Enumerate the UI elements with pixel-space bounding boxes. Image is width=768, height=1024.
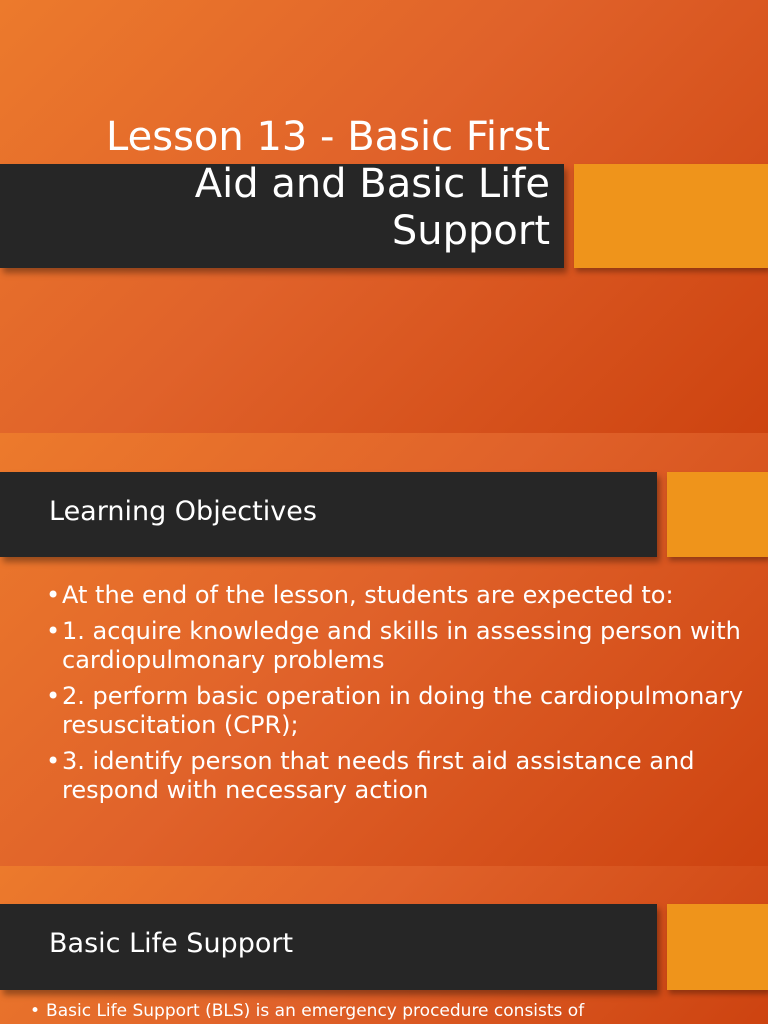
objective-text: At the end of the lesson, students are expected to: xyxy=(62,581,674,609)
objective-item xyxy=(46,581,746,610)
objective-text: 1. acquire knowledge and skills in assessing person with cardiopulmonary problems xyxy=(62,617,741,674)
objectives-slide xyxy=(0,433,768,866)
bullet-icon: • xyxy=(46,747,61,775)
objective-text: 2. perform basic operation in doing the cardiopulmonary resuscitation (CPR); xyxy=(62,682,744,739)
bullet-icon: • xyxy=(30,1001,41,1021)
objective-item xyxy=(46,682,746,740)
objective-item xyxy=(46,617,746,675)
bullet-icon: • xyxy=(46,682,61,710)
bls-text: Basic Life Support (BLS) is an emergency procedure consists of xyxy=(46,1001,585,1021)
bullet-icon: • xyxy=(46,581,61,609)
objective-text: 3. identify person that needs first aid assistance and respond with necessary action xyxy=(62,747,695,804)
bls-bullet xyxy=(30,1000,768,1022)
bls-accent-block xyxy=(667,904,768,990)
bls-slide xyxy=(0,866,768,1024)
objectives-heading: Learning Objectives xyxy=(49,496,317,527)
lesson-title: Lesson 13 - Basic First Aid and Basic Life Support xyxy=(106,114,550,254)
objective-item xyxy=(46,747,746,805)
title-slide xyxy=(0,0,768,433)
objectives-accent-block xyxy=(667,472,768,557)
bullet-icon: • xyxy=(46,617,61,645)
title-accent-block xyxy=(574,164,768,268)
objectives-list xyxy=(46,581,746,812)
bls-heading: Basic Life Support xyxy=(49,928,294,959)
